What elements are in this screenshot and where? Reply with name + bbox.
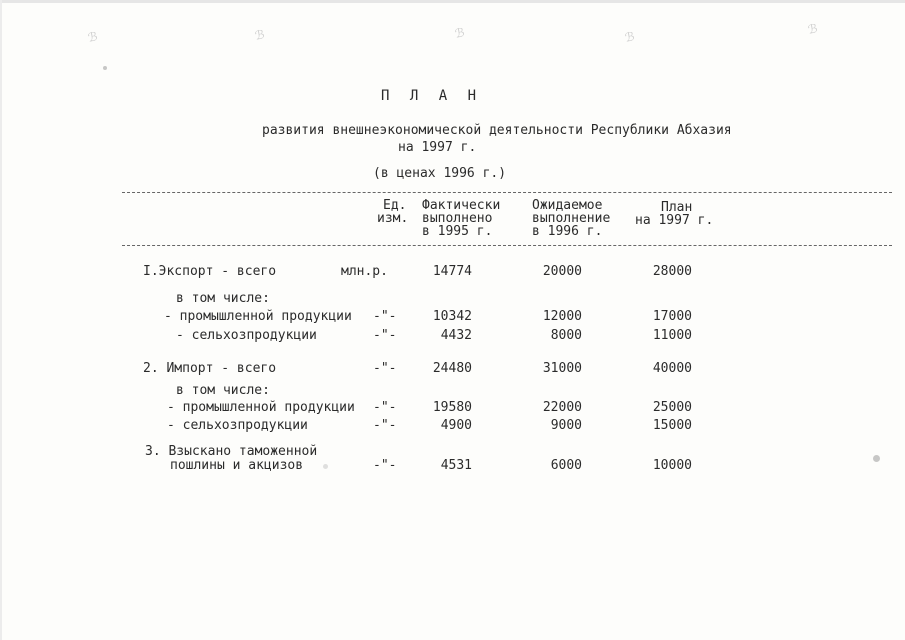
row-plan: 25000 <box>652 400 692 415</box>
row-plan: 40000 <box>652 361 692 376</box>
col-header-unit-line: Ед. <box>383 198 407 213</box>
row-label: - сельхозпродукции <box>176 328 317 343</box>
row-label: 2. Импорт - всего <box>143 361 277 376</box>
bleed-mark: ℬ <box>623 29 636 45</box>
scan-speck <box>103 66 107 70</box>
row-actual: 4900 <box>440 418 472 433</box>
scan-edge-left <box>0 0 2 640</box>
row-actual: 4531 <box>440 458 472 473</box>
row-plan: 11000 <box>652 328 692 343</box>
row-unit: -"- <box>373 361 397 376</box>
row-actual: 19580 <box>432 400 472 415</box>
document-subtitle: развития внешнеэкономической деятельности Республики Абхазия <box>262 123 732 138</box>
col-header-expected-line: Ожидаемое <box>532 198 603 213</box>
bleed-mark: ℬ <box>453 25 466 41</box>
row-plan: 28000 <box>652 264 692 279</box>
col-header-expected-line: выполнение <box>532 211 611 226</box>
row-expected: 22000 <box>542 400 582 415</box>
row-expected: 31000 <box>542 361 582 376</box>
col-header-expected-line: в 1996 г. <box>532 224 603 239</box>
row-plan: 10000 <box>652 458 692 473</box>
bleed-mark: ℬ <box>86 29 99 45</box>
row-label: 3. Взыскано таможенной <box>145 444 318 459</box>
scan-edge-top <box>0 0 905 3</box>
row-actual: 4432 <box>440 328 472 343</box>
row-expected: 20000 <box>542 264 582 279</box>
row-plan: 15000 <box>652 418 692 433</box>
row-unit: млн.р. <box>341 264 388 279</box>
row-actual: 10342 <box>432 309 472 324</box>
col-header-plan-line: План <box>661 200 693 215</box>
row-unit: -"- <box>373 309 397 324</box>
bleed-mark: ℬ <box>253 27 266 43</box>
col-header-actual-line: в 1995 г. <box>422 224 493 239</box>
row-unit: -"- <box>373 418 397 433</box>
row-expected: 6000 <box>550 458 582 473</box>
row-label: I.Экспорт - всего <box>143 264 277 279</box>
col-header-unit-line: изм. <box>377 211 409 226</box>
row-label: - промышленной продукции <box>164 309 352 324</box>
row-expected: 12000 <box>542 309 582 324</box>
col-header-actual-line: Фактически <box>422 198 501 213</box>
bleed-mark: ℬ <box>806 21 819 37</box>
header-rule-bottom <box>122 245 892 246</box>
row-actual: 14774 <box>432 264 472 279</box>
row-label: пошлины и акцизов <box>170 458 304 473</box>
row-unit: -"- <box>373 458 397 473</box>
row-label: - сельхозпродукции <box>167 418 308 433</box>
scan-speck <box>323 464 328 469</box>
col-header-actual-line: выполнено <box>422 211 493 226</box>
document-prices-note: (в ценах 1996 г.) <box>373 166 507 181</box>
document-title: П Л А Н <box>381 88 483 104</box>
row-plan: 17000 <box>652 309 692 324</box>
scan-speck <box>873 455 880 462</box>
row-label: в том числе: <box>176 291 270 306</box>
row-expected: 8000 <box>550 328 582 343</box>
document-year: на 1997 г. <box>398 140 477 155</box>
row-label: - промышленной продукции <box>167 400 355 415</box>
row-unit: -"- <box>373 400 397 415</box>
row-actual: 24480 <box>432 361 472 376</box>
header-rule-top <box>122 192 892 193</box>
row-expected: 9000 <box>550 418 582 433</box>
col-header-plan-line: на 1997 г. <box>635 213 714 228</box>
row-label: в том числе: <box>176 383 270 398</box>
row-unit: -"- <box>373 328 397 343</box>
